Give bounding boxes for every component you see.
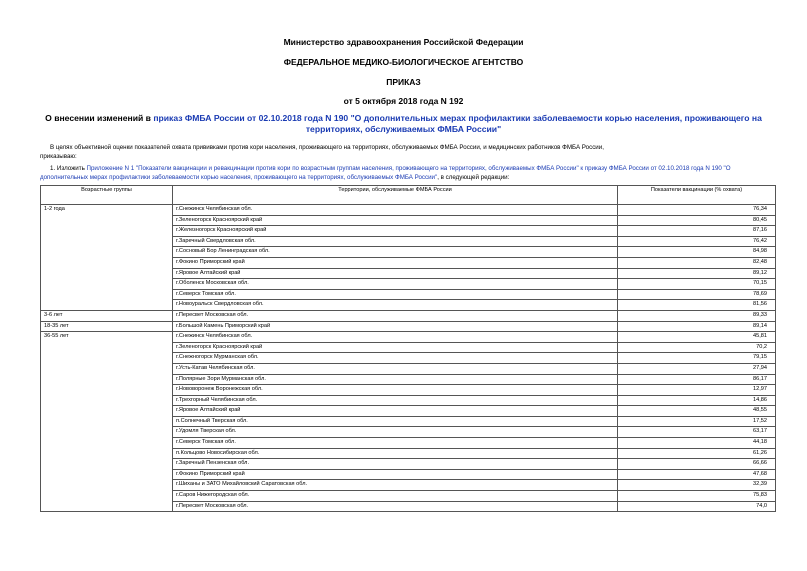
territory-cell: г.Шиханы и ЗАТО Михайловский Саратовская обл. xyxy=(173,480,618,491)
indicator-cell: 17,52 xyxy=(618,416,776,427)
indicator-cell: 81,56 xyxy=(618,300,776,311)
ministry-heading: Министерство здравоохранения Российской Федерации xyxy=(283,37,524,47)
territory-cell: г.Сосновый Бор Ленинградская обл. xyxy=(173,247,618,258)
territory-cell: г.Усть-Катав Челябинская обл. xyxy=(173,363,618,374)
territory-cell: п.Кольцово Новосибирская обл. xyxy=(173,448,618,459)
item-1-paragraph xyxy=(40,165,780,182)
territory-cell: г.Пересвет Московская обл. xyxy=(173,310,618,321)
indicator-cell: 32,39 xyxy=(618,480,776,491)
indicator-cell: 80,45 xyxy=(618,215,776,226)
territory-cell: г.Нововоронеж Воронежская обл. xyxy=(173,385,618,396)
territory-cell: г.Яровое Алтайский край xyxy=(173,268,618,279)
doc-type-heading: ПРИКАЗ xyxy=(386,77,421,87)
age-group-cell: 18-35 лет xyxy=(41,321,173,332)
age-group-cell: 36-55 лет xyxy=(41,332,173,512)
table-row xyxy=(41,310,776,321)
age-group-cell: 1-2 года xyxy=(41,205,173,311)
title-prefix: О внесении изменений в xyxy=(45,113,154,123)
table-row xyxy=(41,205,776,216)
indicator-cell: 12,97 xyxy=(618,385,776,396)
territory-cell: г.Большой Камень Приморский край xyxy=(173,321,618,332)
intro-paragraph xyxy=(40,144,780,153)
indicator-cell: 87,16 xyxy=(618,226,776,237)
table-row xyxy=(41,332,776,343)
table-header-row xyxy=(41,186,776,205)
territory-cell: г.Железногорск Красноярский край xyxy=(173,226,618,237)
age-group-cell: 3-6 лет xyxy=(41,310,173,321)
indicator-cell: 74,0 xyxy=(618,501,776,512)
territory-cell: г.Трехгорный Челябинская обл. xyxy=(173,395,618,406)
appendix-link[interactable]: Приложение N 1 "Показатели вакцинации и ревакцинации против кори по возрастным группам населения, проживающего на территориях, обслуживаемых ФМБА России" к приказу ФМБА России от 02.10.2018 года N 190 "О дополнительных мерах профилактики заболеваемости корью населения, проживающего на территориях, обслуживаемых ФМБА России" xyxy=(40,165,731,181)
col-indicator-header: Показатели вакцинации (% охвата) xyxy=(618,186,776,205)
agency-heading: ФЕДЕРАЛЬНОЕ МЕДИКО-БИОЛОГИЧЕСКОЕ АГЕНТСТВО xyxy=(283,57,524,67)
territory-cell: г.Фокино Приморский край xyxy=(173,257,618,268)
territory-cell: г.Саров Нижегородская обл. xyxy=(173,491,618,502)
territory-cell: г.Северск Томская обл. xyxy=(173,438,618,449)
indicator-cell: 89,12 xyxy=(618,268,776,279)
order-word: приказываю: xyxy=(40,152,77,160)
indicator-cell: 47,68 xyxy=(618,469,776,480)
indicator-cell: 79,15 xyxy=(618,353,776,364)
territory-cell: г.Зеленогорск Красноярский край xyxy=(173,215,618,226)
territory-cell: г.Снежинск Челябинская обл. xyxy=(173,332,618,343)
indicator-cell: 61,26 xyxy=(618,448,776,459)
indicator-cell: 48,55 xyxy=(618,406,776,417)
col-age-header: Возрастные группы xyxy=(41,186,173,205)
territory-cell: г.Заречный Пензенская обл. xyxy=(173,459,618,470)
territory-cell: г.Снежинск Челябинская обл. xyxy=(173,205,618,216)
territory-cell: г.Новоуральск Свердловская обл. xyxy=(173,300,618,311)
table-row xyxy=(41,321,776,332)
document-title xyxy=(30,113,777,135)
col-territory-header: Территории, обслуживаемые ФМБА России xyxy=(173,186,618,205)
territory-cell: п.Солнечный Тверская обл. xyxy=(173,416,618,427)
territory-cell: г.Снежногорск Мурманская обл. xyxy=(173,353,618,364)
territory-cell: г.Зеленогорск Красноярский край xyxy=(173,342,618,353)
title-order-link[interactable]: приказ ФМБА России от 02.10.2018 года N 190 "О дополнительных мерах профилактики заболеваемости корью населения, проживающего на территориях, обслуживаемых ФМБА России" xyxy=(153,113,762,134)
indicator-cell: 14,86 xyxy=(618,395,776,406)
indicator-cell: 45,81 xyxy=(618,332,776,343)
intro-text: В целях объективной оценки показателей охвата прививками против кори населения, проживающего на территориях, обслуживаемых ФМБА России, и медицинских работников ФМБА России, xyxy=(50,144,604,151)
territory-cell: г.Пересвет Московская обл. xyxy=(173,501,618,512)
territory-cell: г.Удомля Тверская обл. xyxy=(173,427,618,438)
indicator-cell: 84,98 xyxy=(618,247,776,258)
indicator-cell: 70,15 xyxy=(618,279,776,290)
territory-cell: г.Яровое Алтайский край xyxy=(173,406,618,417)
item-1-number: 1. Изложить xyxy=(50,165,87,172)
territory-cell: г.Северск Томская обл. xyxy=(173,289,618,300)
date-number-heading: от 5 октября 2018 года N 192 xyxy=(343,96,464,106)
item-1-suffix: , в следующей редакции: xyxy=(437,173,510,181)
vaccination-table xyxy=(40,185,776,512)
indicator-cell: 27,94 xyxy=(618,363,776,374)
indicator-cell: 70,2 xyxy=(618,342,776,353)
indicator-cell: 82,48 xyxy=(618,257,776,268)
territory-cell: г.Заречный Свердловская обл. xyxy=(173,236,618,247)
indicator-cell: 63,17 xyxy=(618,427,776,438)
territory-cell: г.Фокино Приморский край xyxy=(173,469,618,480)
indicator-cell: 78,69 xyxy=(618,289,776,300)
territory-cell: г.Полярные Зори Мурманская обл. xyxy=(173,374,618,385)
indicator-cell: 75,83 xyxy=(618,491,776,502)
indicator-cell: 76,34 xyxy=(618,205,776,216)
territory-cell: г.Оболенск Московская обл. xyxy=(173,279,618,290)
indicator-cell: 66,66 xyxy=(618,459,776,470)
indicator-cell: 89,14 xyxy=(618,321,776,332)
indicator-cell: 86,17 xyxy=(618,374,776,385)
indicator-cell: 76,42 xyxy=(618,236,776,247)
table-body xyxy=(41,205,776,512)
indicator-cell: 89,33 xyxy=(618,310,776,321)
indicator-cell: 44,18 xyxy=(618,438,776,449)
